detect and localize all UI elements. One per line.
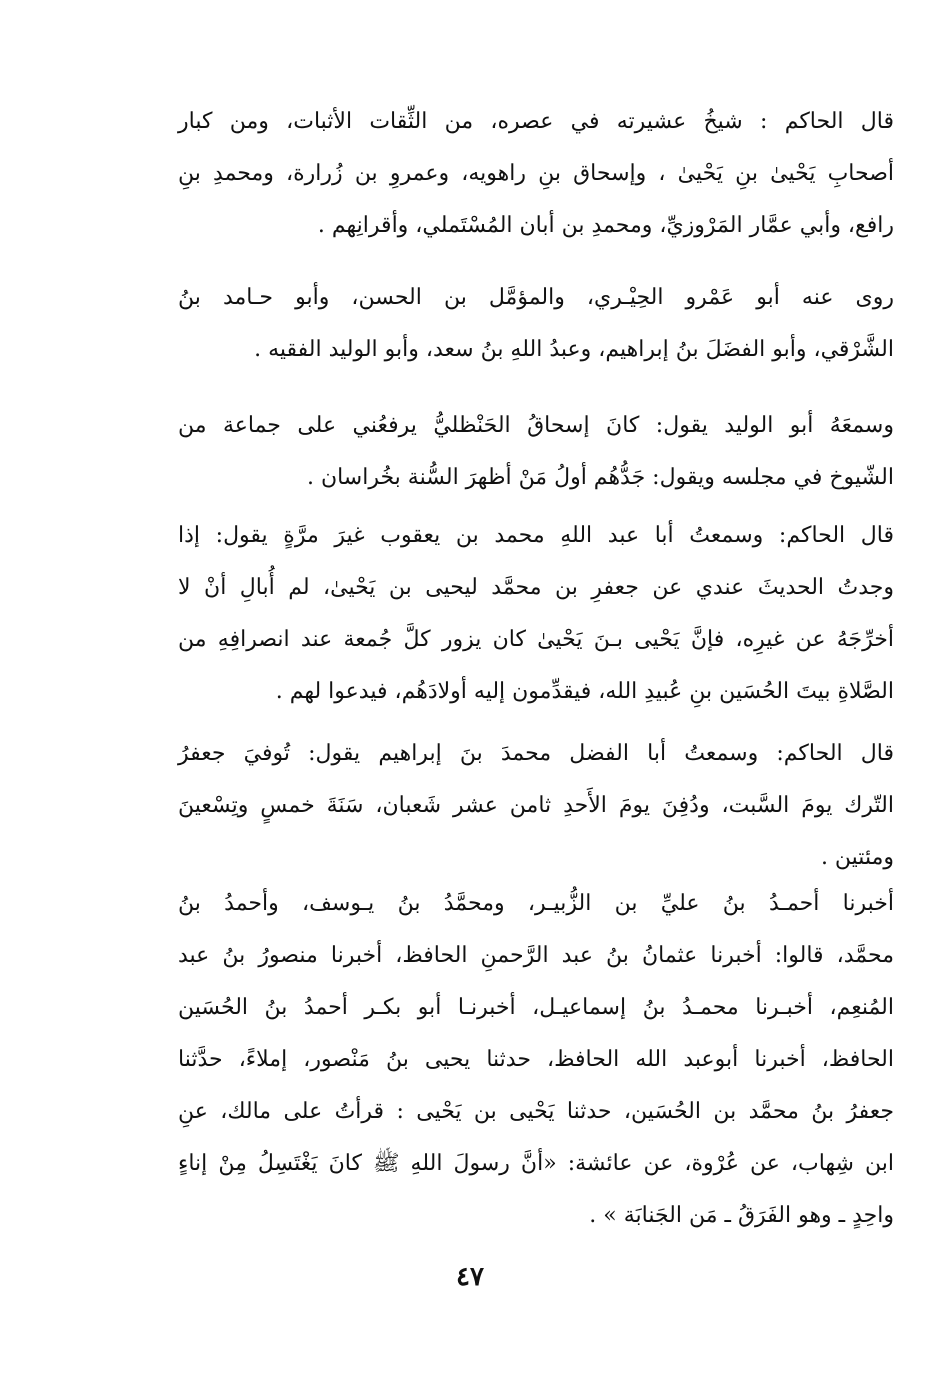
text-line: المُنعِم، أخبـرنا محمـدُ بنُ إسماعيـل، أخبرنـا أبو بكـر أحمدُ بنُ الحُسَين — [178, 995, 894, 1020]
text-line: التّرك يومَ السَّبت، ودُفِنَ يومَ الأَحدِ ثامن عشر شَعبان، سَنَةَ خمسٍ وتِسْعينَ — [178, 793, 894, 818]
text-line: أخبرنا أحمـدُ بنُ عليِّ بن الزُّبيـر، ومحمَّدُ بنُ يـوسف، وأحمدُ بنُ — [178, 891, 894, 916]
text-line: أخرِّجَهُ عن غيرِه، فإنَّ يَحْيى بـنَ يَحْيىٰ كان يزور كلَّ جُمعة عند انصرافِهِ من — [178, 627, 894, 652]
text-line: واحِدٍ ـ وهو الفَرَقُ ـ مَن الجَنابَة » . — [589, 1203, 894, 1228]
text-line: الحافظ، أخبرنا أبوعبد الله الحافظ، حدثنا يحيى بنُ مَنْصور، إملاءً، حدَّثنا — [178, 1047, 894, 1072]
text-line: قال الحاكم : شيخُ عشيرته في عصره، من الثِّقات الأثبات، ومن كبار — [178, 109, 894, 134]
paragraph-4 — [178, 510, 894, 718]
text-line: قال الحاكم: وسمعتُ أبا عبد اللهِ محمد بن يعقوب غيرَ مرَّةٍ يقول: إذا — [178, 523, 894, 548]
text-line: الشَّرْقي، وأبو الفضَلَ بنُ إبراهيم، وعبدُ اللهِ بنُ سعد، وأبو الوليد الفقيه . — [254, 337, 894, 362]
text-line: وجدتُ الحديثَ عندي عن جعفرِ بن محمَّد ليحيى بن يَحْيىٰ، لم أُبالِ أنْ لا — [178, 575, 894, 600]
text-line: أصحابِ يَحْيىٰ بنِ يَحْيىٰ ، وإسحاق بنِ راهويه، وعمروِ بن زُرارة، ومحمدِ بنِ — [178, 161, 894, 186]
text-line: قال الحاكم: وسمعتُ أبا الفضل محمدَ بنَ إبراهيم يقول: تُوفيَ جعفرُ — [178, 741, 894, 766]
text-line: ومئتين . — [820, 845, 894, 870]
paragraph-6 — [178, 878, 894, 1242]
paragraph-2 — [178, 272, 894, 376]
text-line: وسمعَهُ أبو الوليد يقول: كانَ إسحاقُ الحَنْظليُّ يرفعُني على جماعة من — [178, 413, 894, 438]
text-line: الصَّلاةِ بيتَ الحُسَين بنِ عُبيدِ الله، فيقدِّمون إليه أولادَهُم، فيدعوا لهم . — [275, 679, 894, 704]
page-number: ٤٧ — [456, 1262, 484, 1292]
paragraph-1 — [178, 96, 894, 252]
text-line: روى عنه أبو عَمْرو الحِيْـري، والمؤمَّل بن الحسن، وأبو حـامد بنُ — [178, 285, 894, 310]
text-line: جعفرُ بنُ محمَّد بن الحُسَين، حدثنا يَحْيى بن يَحْيى : قرأتُ على مالك، عنِ — [178, 1099, 894, 1124]
text-line: محمَّد، قالوا: أخبرنا عثمانُ بنُ عبد الرَّحمنِ الحافظ، أخبرنا منصورُ بنُ عبد — [178, 943, 894, 968]
text-line: رافع، وأبي عمَّار المَرْوزيِّ، ومحمدِ بن أبان المُسْتَملي، وأقرانِهم . — [317, 213, 894, 238]
paragraph-3 — [178, 400, 894, 504]
text-line: ابن شِهاب، عن عُرْوة، عن عائشة: «أنَّ رسولَ اللهِ ﷺ كانَ يَغْتَسِلُ مِنْ إناءٍ — [178, 1151, 894, 1176]
text-line: الشّيوخ في مجلسه ويقول: جَدُّهُم أولُ مَنْ أظهرَ السُّنة بخُراسان . — [306, 465, 894, 490]
paragraph-5 — [178, 728, 894, 884]
